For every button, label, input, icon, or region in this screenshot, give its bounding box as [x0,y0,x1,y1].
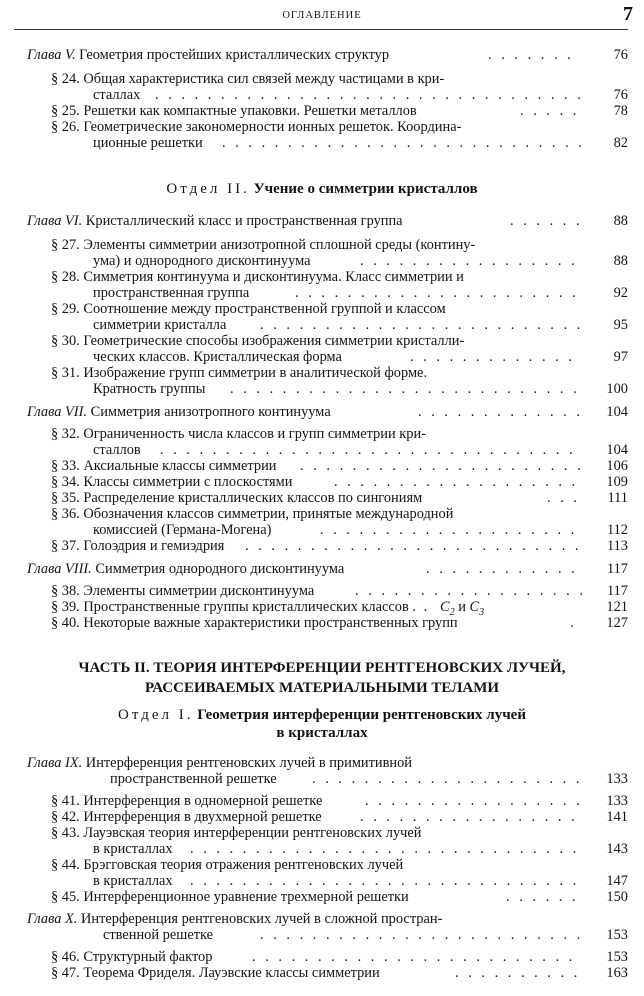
section-title: Пространственные группы кристаллических классов [83,599,409,615]
leader-dots: . . . . . . . . . . . . . . . . . . . . . . . . . . [245,538,582,554]
section-title-cont: сталлах [93,87,141,103]
page-ref: 127 [606,615,628,631]
page-ref: 76 [613,47,628,63]
page-ref: 88 [613,213,628,229]
leader-dots: . . [412,599,430,615]
running-head: ОГЛАВЛЕНИЕ [282,10,362,21]
chapter-label: Глава VIII. [27,561,92,577]
page-ref: 104 [606,404,628,420]
leader-dots: . [570,615,577,631]
toc-section-44-cont [0,873,644,890]
chapter-title-cont: ственной решетке [103,927,214,943]
section-title: Интерференция в одномерной решетке [83,793,323,809]
chapter-label: Глава X. [27,911,78,927]
toc-section-24-cont [0,87,644,104]
section-number: § 31. [51,365,80,381]
section-number: § 27. [51,237,80,253]
chapter-title: Интерференция рентгеновских лучей в сложной простран- [81,911,443,927]
leader-dots: . . . . . . . . . . . . . . . . . . . . . . . . . . . . [222,135,585,151]
toc-section-33[interactable] [0,458,644,475]
toc-chapter-6[interactable] [0,213,644,230]
section-title-cont: сталлов [93,442,141,458]
toc-section-32-cont [0,442,644,459]
division-number: Отдел II. [166,181,250,197]
page-ref: 150 [606,889,628,905]
section-title: Соотношение между пространственной группой и классом [83,301,446,317]
section-title: Брэгговская теория отражения рентгеновских лучей [83,857,404,873]
page-ref: 106 [606,458,628,474]
toc-section-30[interactable] [0,333,644,350]
section-title-cont: симметрии кристалла [93,317,227,333]
chapter-title: Интерференция рентгеновских лучей в примитивной [85,755,413,771]
section-title: Интерференция в двухмерной решетке [83,809,322,825]
toc-section-27-cont [0,253,644,270]
toc-section-29-cont [0,317,644,334]
section-number: § 29. [51,301,80,317]
leader-dots: . . . . . [520,103,580,119]
section-number: § 47. [51,965,80,981]
leader-dots: . . . . . . . . . . . . . . . . . . . . . . [300,458,584,474]
toc-section-28-cont [0,285,644,302]
page-ref: 133 [606,771,628,787]
section-title: Изображение групп симметрии в аналитической форме. [83,365,428,381]
page-ref: 153 [606,949,628,965]
section-number: § 34. [51,474,80,490]
section-title: Голоэдрия и гемиэдрия [83,538,225,554]
chapter-label: Глава VII. [27,404,87,420]
page-ref: 117 [606,583,628,599]
leader-dots: . . . . . . . . . . . . . . . . . . . . . . . . . [260,317,584,333]
toc-section-32[interactable] [0,426,644,443]
division-heading [0,180,644,198]
section-title: Лауэвская теория интерференции рентгеновских лучей [83,825,422,841]
division-title-cont: в кристаллах [276,725,368,741]
section-number: § 45. [51,889,80,905]
section-number: § 41. [51,793,80,809]
page-ref: 78 [613,103,628,119]
page-ref: 88 [613,253,628,269]
leader-dots: . . . . . . . . . . . . . . . . . . [355,583,586,599]
page-ref: 109 [606,474,628,490]
section-title: Геометрические закономерности ионных решеток. Координа- [83,119,462,135]
section-title: Аксиальные классы симметрии [83,458,277,474]
page-ref: 153 [606,927,628,943]
leader-dots: . . . . . . . . . . . . . . . . . [365,793,583,809]
toc-section-47[interactable] [0,965,644,982]
leader-dots: . . . . . . . . . . . . . . . . . [360,809,578,825]
toc-section-30-cont [0,349,644,366]
toc-section-34[interactable] [0,474,644,491]
conjunction: и [458,599,466,615]
leader-dots: . . . . . . . . . . . . . . . . . . . [334,474,579,490]
leader-dots: . . . . . . . . . . . . . [410,349,575,365]
page-ref: 133 [606,793,628,809]
page-ref: 100 [606,381,628,397]
page-ref: 141 [606,809,628,825]
section-number: § 39. [51,599,80,615]
page-ref: 111 [607,490,628,506]
toc-chapter-9-cont [0,771,644,788]
toc-section-28[interactable] [0,269,644,286]
chapter-title: Симметрия анизотропного континуума [90,404,331,420]
page-ref: 147 [606,873,628,889]
division-heading [0,706,644,724]
header-rule [14,29,628,30]
leader-dots: . . . . . . . . . . . . . . . . . . . . . . . . . [260,927,584,943]
toc-chapter-9[interactable] [0,755,644,772]
section-number: § 24. [51,71,80,87]
page-ref: 143 [606,841,628,857]
section-title-cont: пространственная группа [93,285,250,301]
leader-dots: . . . . . . . . . . . . . . . . . . . . . . . . . . . . . . . . . [155,87,584,103]
page-ref: 113 [606,538,628,554]
toc-chapter-10[interactable] [0,911,644,928]
part-heading-line-2: РАССЕИВАЕМЫХ МАТЕРИАЛЬНЫМИ ТЕЛАМИ [144,680,500,696]
page-ref: 104 [606,442,628,458]
leader-dots: . . . . . . . . . . . . . . . . . [360,253,578,269]
chapter-title: Симметрия однородного дисконтинуума [95,561,345,577]
toc-section-35[interactable] [0,490,644,507]
toc-chapter-8[interactable] [0,561,644,578]
section-title: Интерференционное уравнение трехмерной решетки [83,889,409,905]
toc-section-45[interactable] [0,889,644,906]
toc-section-31[interactable] [0,365,644,382]
section-title: Симметрия континуума и дисконтинуума. Класс симметрии и [83,269,464,285]
section-number: § 36. [51,506,80,522]
section-number: § 33. [51,458,80,474]
toc-section-29[interactable] [0,301,644,318]
leader-dots: . . . . . . . . . . . . . . . . . . . . [320,522,578,538]
division-title: Учение о симметрии кристаллов [253,181,478,197]
section-title: Решетки как компактные упаковки. Решетки металлов [83,103,417,119]
symbol-c3: $C_3$ [469,599,485,618]
section-number: § 40. [51,615,80,631]
leader-dots: . . . . . . [506,889,579,905]
section-title-cont: Кратность группы [93,381,206,397]
chapter-label: Глава VI. [27,213,83,229]
page-ref: 95 [613,317,628,333]
section-title: Структурный фактор [83,949,213,965]
part-heading-line-1: ЧАСТЬ II. ТЕОРИЯ ИНТЕРФЕРЕНЦИИ РЕНТГЕНОВСКИХ ЛУЧЕЙ, [78,660,566,676]
leader-dots: . . . . . . . . . . . . . . . . . . . . . . . . . . . . . . [190,873,580,889]
section-title: Элементы симметрии дисконтинуума [83,583,315,599]
leader-dots: . . . . . . . . . . . . . . . . . . . . . . . . . . . [230,381,580,397]
section-title: Обозначения классов симметрии, принятые международной [83,506,454,522]
toc-section-27[interactable] [0,237,644,254]
toc-section-36-cont [0,522,644,539]
section-number: § 28. [51,269,80,285]
leader-dots: . . . . . . [510,213,583,229]
chapter-title: Геометрия простейших кристаллических структур [79,47,390,63]
division-title: Геометрия интерференции рентгеновских лучей [197,707,526,723]
section-number: § 37. [51,538,80,554]
toc-chapter-5[interactable] [0,47,644,64]
division-number: Отдел I. [118,707,194,723]
page-ref: 97 [613,349,628,365]
section-title: Некоторые важные характеристики пространственных групп [83,615,458,631]
section-title: Классы симметрии с плоскостями [83,474,293,490]
section-title-cont: ционные решетки [93,135,203,151]
leader-dots: . . . [547,490,580,506]
toc-section-37[interactable] [0,538,644,555]
section-number: § 32. [51,426,80,442]
toc-section-41[interactable] [0,793,644,810]
page-ref: 121 [606,599,628,615]
section-number: § 26. [51,119,80,135]
section-title: Общая характеристика сил связей между частицами в кри- [83,71,445,87]
division-heading-cont [0,724,644,742]
toc-section-43[interactable] [0,825,644,842]
toc-section-38[interactable] [0,583,644,600]
page-ref: 92 [613,285,628,301]
leader-dots: . . . . . . . . . . . . . . . . . . . . . . . . . . . . . . . . [160,442,576,458]
section-number: § 30. [51,333,80,349]
section-title-cont: ума) и однородного дисконтинуума [93,253,311,269]
section-title: Теорема Фриделя. Лауэвские классы симметрии [83,965,380,981]
toc-chapter-7[interactable] [0,404,644,421]
toc-section-36[interactable] [0,506,644,523]
toc-section-26[interactable] [0,119,644,136]
section-title-cont: в кристаллах [93,841,173,857]
section-number: § 38. [51,583,80,599]
page-ref: 163 [606,965,628,981]
toc-section-43-cont [0,841,644,858]
symbol-c2: $C_2$ [440,599,455,618]
chapter-label: Глава V. [27,47,76,63]
toc-section-24[interactable] [0,71,644,88]
chapter-label: Глава IX. [27,755,83,771]
page-number: 7 [623,3,633,25]
leader-dots: . . . . . . . . . . . . [426,561,578,577]
chapter-title-cont: пространственной решетке [110,771,277,787]
page-ref: 82 [613,135,628,151]
page-ref: 117 [606,561,628,577]
page-ref: 76 [613,87,628,103]
section-title: Элементы симметрии анизотропной сплошной среды (контину- [83,237,476,253]
leader-dots: . . . . . . . . . . . . . [418,404,583,420]
section-title: Геометрические способы изображения симметрии кристалли- [83,333,465,349]
section-number: § 42. [51,809,80,825]
section-title-cont: в кристаллах [93,873,173,889]
section-number: § 43. [51,825,80,841]
toc-section-46[interactable] [0,949,644,966]
toc-section-31-cont [0,381,644,398]
section-number: § 44. [51,857,80,873]
section-title: Распределение кристаллических классов по сингониям [83,490,423,506]
toc-section-39[interactable] [0,599,644,616]
section-title-cont: комиссией (Германа-Могена) [93,522,272,538]
section-number: § 46. [51,949,80,965]
toc-section-25[interactable] [0,103,644,120]
toc-section-26-cont [0,135,644,152]
chapter-title: Кристаллический класс и пространственная группа [85,213,403,229]
section-title: Ограниченность числа классов и групп симметрии кри- [83,426,426,442]
leader-dots: . . . . . . . . . . . . . . . . . . . . . . . . . [252,949,576,965]
leader-dots: . . . . . . . . . . [455,965,581,981]
page-ref: 112 [606,522,628,538]
toc-section-42[interactable] [0,809,644,826]
leader-dots: . . . . . . . . . . . . . . . . . . . . . . [295,285,579,301]
leader-dots: . . . . . . . [488,47,574,63]
leader-dots: . . . . . . . . . . . . . . . . . . . . . . . . . . . . . . [190,841,580,857]
section-title-cont: ческих классов. Кристаллическая форма [93,349,342,365]
section-number: § 35. [51,490,80,506]
section-number: § 25. [51,103,80,119]
toc-section-44[interactable] [0,857,644,874]
toc-chapter-10-cont [0,927,644,944]
leader-dots: . . . . . . . . . . . . . . . . . . . . . [312,771,583,787]
toc-section-40[interactable] [0,615,644,632]
